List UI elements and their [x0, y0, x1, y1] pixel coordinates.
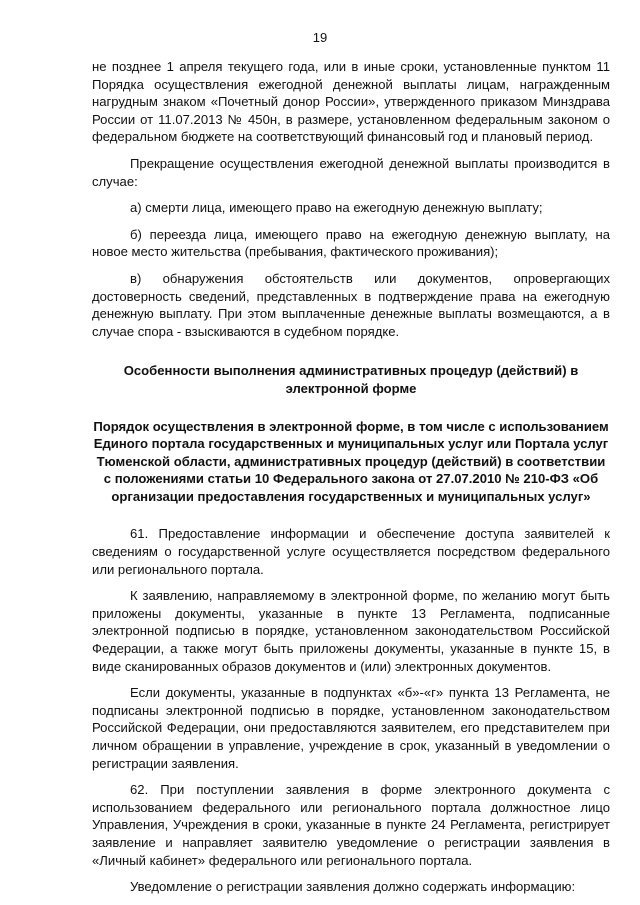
paragraph-62: 62. При поступлении заявления в форме электронного документа с использованием федерального или регионального портала должностное лицо Управления, Учреждения в сроки, указанные в пункте 24 Регламента, регистрирует заявление и направляет заявителю уведомление о регистрации заявления в «Личный кабинет» федерального или регионального портала.	[92, 782, 610, 868]
list-item-b: б) переезда лица, имеющего право на ежегодную денежную выплату, на новое место жительства (пребывания, фактического проживания);	[92, 226, 610, 260]
paragraph-61: 61. Предоставление информации и обеспечение доступа заявителей к сведениям о государственной услуге осуществляется посредством федерального или регионального портала.	[92, 526, 610, 577]
paragraph-termination: Прекращение осуществления ежегодной денежной выплаты производится в случае:	[92, 155, 610, 189]
page-number: 19	[312, 30, 328, 45]
list-item-v: в) обнаружения обстоятельств или документов, опровергающих достоверность сведений, представленных в подтверждение права на ежегодную денежную выплату. При этом выплаченные денежные выплаты возмещаются, а в случае спора - взыскиваются в судебном порядке.	[92, 270, 610, 339]
subsection-heading: Порядок осуществления в электронной форме, в том числе с использованием Единого портала государственных и муниципальных услуг или Портала услуг Тюменской области, административных процедур (действий) в соответствии с положениями статьи 10 Федерального закона от 27.07.2010 № 210-ФЗ «Об организации предоставления государственных и муниципальных услуг»	[93, 418, 609, 504]
section-heading: Особенности выполнения административных процедур (действий) в электронной форме	[123, 363, 579, 396]
paragraph-attachments: К заявлению, направляемому в электронной форме, по желанию могут быть приложены документы, указанные в пункте 13 Регламента, подписанные электронной подписью в порядке, установленном законодательством Российской Федерации, а также могут быть приложены документы, указанные в пункте 15, в виде сканированных образов документов и (или) электронных документов.	[92, 588, 610, 674]
paragraph-unsigned-documents: Если документы, указанные в подпунктах «б»-«г» пункта 13 Регламента, не подписаны электронной подписью в порядке, установленном законодательством Российской Федерации, они предоставляются заявителем, его представителем при личном обращении в управление, учреждение в срок, указанный в уведомлении о регистрации заявления.	[92, 685, 610, 771]
paragraph-notification: Уведомление о регистрации заявления должно содержать информацию:	[130, 879, 576, 895]
list-item-a: а) смерти лица, имеющего право на ежегодную денежную выплату;	[130, 200, 543, 216]
paragraph-continuation: не позднее 1 апреля текущего года, или в иные сроки, установленные пунктом 11 Порядка осуществления ежегодной денежной выплаты лицам, награжденным нагрудным знаком «Почетный донор России», утвержденного приказом Минздрава России от 11.07.2013 № 450н, в размере, установленном федеральным законом о федеральном бюджете на соответствующий финансовый год и плановый период.	[92, 59, 610, 145]
document-body	[92, 58, 610, 905]
